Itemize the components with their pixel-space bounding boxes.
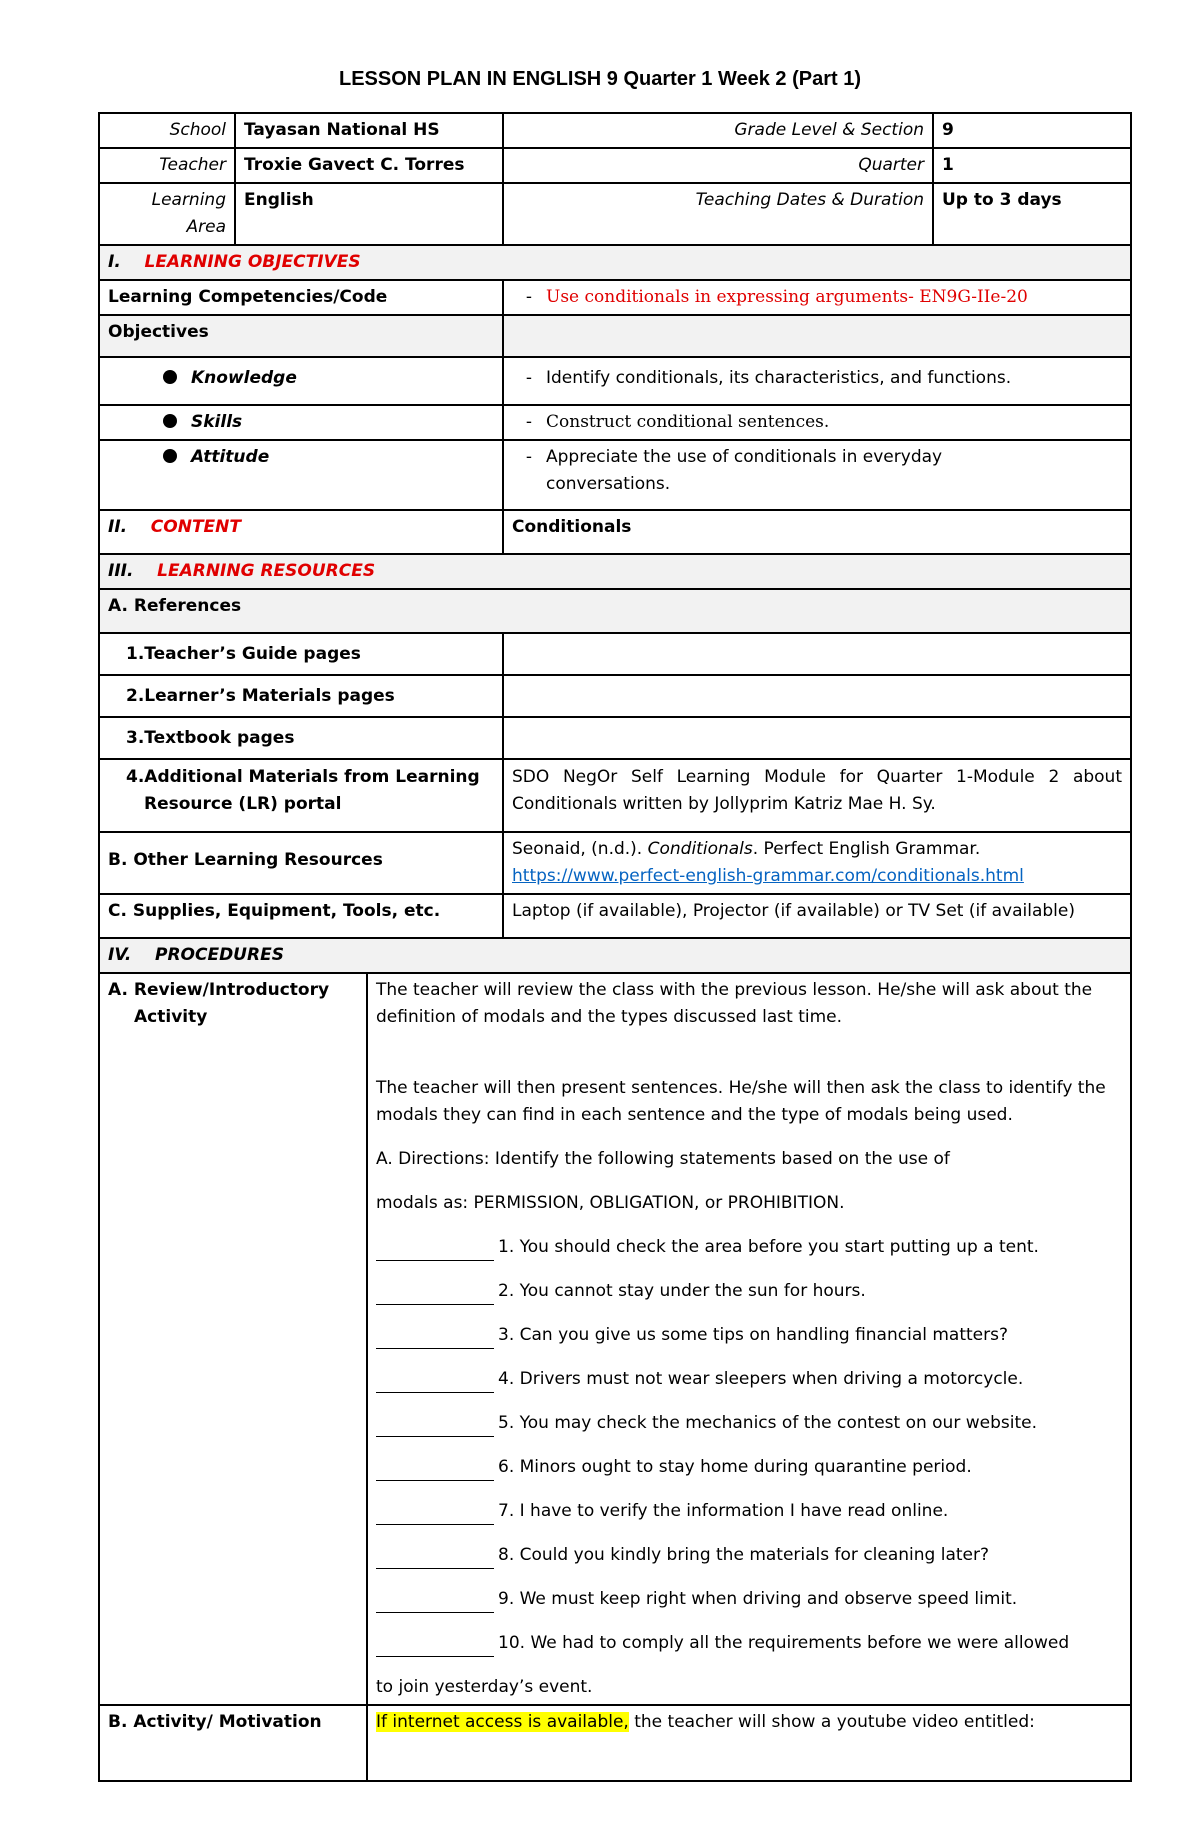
other-label: B. Other Learning Resources <box>99 832 503 894</box>
review-p1: The teacher will review the class with the previous lesson. He/she will ask about the definition of modals and the types discussed last time. <box>376 980 1093 1027</box>
dates-label: Teaching Dates & Duration <box>503 183 933 245</box>
teacher-label: Teacher <box>99 148 235 183</box>
grade-value: 9 <box>933 113 1131 148</box>
question-item: 5. You may check the mechanics of the contest on our website. <box>376 1410 1122 1437</box>
objectives-heading: I. LEARNING OBJECTIVES <box>99 245 1131 280</box>
tg-label: 1.Teacher’s Guide pages <box>99 633 503 675</box>
question-item: 8. Could you kindly bring the materials for cleaning later? <box>376 1542 1122 1569</box>
procedures-heading: IV. PROCEDURES <box>99 938 1131 973</box>
header-section <box>98 112 1130 1782</box>
bullet-icon <box>163 414 177 428</box>
answer-blank[interactable] <box>376 1592 494 1613</box>
question-item: 6. Minors ought to stay home during quarantine period. <box>376 1454 1122 1481</box>
answer-blank[interactable] <box>376 1460 494 1481</box>
question-item: 7. I have to verify the information I have read online. <box>376 1498 1122 1525</box>
school-label: School <box>99 113 235 148</box>
am-value: SDO NegOr Self Learning Module for Quarter 1-Module 2 about Conditionals written by Jollyprim Katriz Mae H. Sy. <box>503 759 1131 832</box>
question-item: 4. Drivers must not wear sleepers when driving a motorcycle. <box>376 1366 1122 1393</box>
question-item: 10. We had to comply all the requirements before we were allowed <box>376 1630 1122 1657</box>
knowledge-row: Knowledge <box>99 357 503 405</box>
supplies-value: Laptop (if available), Projector (if available) or TV Set (if available) <box>503 894 1131 938</box>
attitude-value: - Appreciate the use of conditionals in everyday conversations. <box>503 440 1131 510</box>
knowledge-value: - Identify conditionals, its characteristics, and functions. <box>503 357 1131 405</box>
answer-blank[interactable] <box>376 1240 494 1261</box>
area-value: English <box>235 183 503 245</box>
objectives-label: Objectives <box>99 315 503 357</box>
am-label: 4.Additional Materials from Learning Resource (LR) portal <box>99 759 503 832</box>
review-label: A. Review/Introductory Activity <box>99 973 367 1705</box>
answer-blank[interactable] <box>376 1328 494 1349</box>
question-item: 9. We must keep right when driving and observe speed limit. <box>376 1586 1122 1613</box>
answer-blank[interactable] <box>376 1416 494 1437</box>
activity-content: If internet access is available, the teacher will show a youtube video entitled: <box>367 1705 1131 1781</box>
attitude-row: Attitude <box>99 440 503 510</box>
resources-heading: III. LEARNING RESOURCES <box>99 554 1131 589</box>
teacher-value: Troxie Gavect C. Torres <box>235 148 503 183</box>
skills-row: Skills <box>99 405 503 440</box>
bullet-icon <box>163 370 177 384</box>
question-item: 3. Can you give us some tips on handling financial matters? <box>376 1322 1122 1349</box>
directions-line1: A. Directions: Identify the following statements based on the use of <box>376 1149 950 1169</box>
supplies-label: C. Supplies, Equipment, Tools, etc. <box>99 894 503 938</box>
competency-value: - Use conditionals in expressing arguments- EN9G-IIe-20 <box>503 280 1131 315</box>
answer-blank[interactable] <box>376 1548 494 1569</box>
reference-link[interactable]: https://www.perfect-english-grammar.com/conditionals.html <box>512 866 1024 886</box>
lm-value <box>503 675 1131 717</box>
dates-value: Up to 3 days <box>933 183 1131 245</box>
review-content <box>367 973 1131 1705</box>
other-value: Seonaid, (n.d.). Conditionals. Perfect English Grammar. https://www.perfect-english-grammar.com/conditionals.html <box>503 832 1131 894</box>
content-heading: II. CONTENT <box>99 510 503 554</box>
question-item: 1. You should check the area before you start putting up a tent. <box>376 1234 1122 1261</box>
competency-label: Learning Competencies/Code <box>99 280 503 315</box>
school-value: Tayasan National HS <box>235 113 503 148</box>
quarter-value: 1 <box>933 148 1131 183</box>
answer-blank[interactable] <box>376 1636 494 1657</box>
question-item-tail: to join yesterday’s event. <box>376 1677 593 1697</box>
lm-label: 2.Learner’s Materials pages <box>99 675 503 717</box>
question-item: 2. You cannot stay under the sun for hours. <box>376 1278 1122 1305</box>
bullet-icon <box>163 449 177 463</box>
skills-value: - Construct conditional sentences. <box>503 405 1131 440</box>
directions-line2: modals as: PERMISSION, OBLIGATION, or PROHIBITION. <box>376 1193 845 1213</box>
answer-blank[interactable] <box>376 1372 494 1393</box>
page-title: LESSON PLAN IN ENGLISH 9 Quarter 1 Week 2 (Part 1) <box>339 68 861 90</box>
grade-label: Grade Level & Section <box>503 113 933 148</box>
activity-label: B. Activity/ Motivation <box>99 1705 367 1781</box>
answer-blank[interactable] <box>376 1284 494 1305</box>
review-p2: The teacher will then present sentences. He/she will then ask the class to identify the modals they can find in each sentence and the type of modals being used. <box>376 1078 1106 1125</box>
content-value: Conditionals <box>503 510 1131 554</box>
references-label: A. References <box>99 589 1131 633</box>
area-label: Learning Area <box>99 183 235 245</box>
answer-blank[interactable] <box>376 1504 494 1525</box>
tb-label: 3.Textbook pages <box>99 717 503 759</box>
objectives-empty <box>503 315 1131 357</box>
quarter-label: Quarter <box>503 148 933 183</box>
tb-value <box>503 717 1131 759</box>
tg-value <box>503 633 1131 675</box>
